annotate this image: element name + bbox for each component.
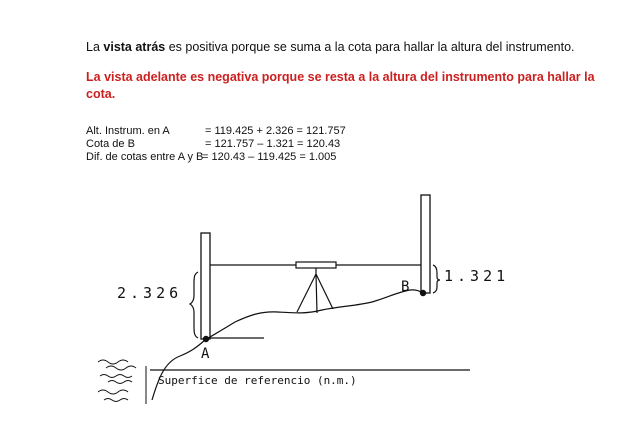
point-b-marker: [420, 290, 426, 296]
rod-a-reading: 2.326: [117, 284, 183, 302]
p1-pre: La: [86, 40, 104, 54]
p2-post: es negativa porque se resta a la altura del instrumento para hallar la cota.: [86, 70, 595, 101]
point-a-label: A: [201, 346, 210, 362]
point-a-marker: [203, 336, 209, 342]
rod-b: [421, 195, 430, 293]
diagram-panel: [78, 192, 632, 438]
calc-expression: = 119.425 + 2.326 = 121.757: [205, 125, 346, 137]
calc-label: Dif. de cotas entre A y B: [86, 151, 204, 163]
calc-expression: = 121.757 – 1.321 = 120.43: [205, 138, 341, 150]
p2-bold: vista adelante: [104, 70, 187, 84]
level-instrument: [296, 262, 336, 268]
point-b-label: B: [401, 279, 410, 295]
calc-label: Alt. Instrum. en A: [86, 125, 170, 137]
rod-a: [201, 233, 210, 339]
calc-label: Cota de B: [86, 138, 135, 150]
p1-post: es positiva porque se suma a la cota para hallar la altura del instrumento.: [165, 40, 575, 54]
p1-bold: vista atrás: [103, 40, 166, 54]
rod-b-reading: 1.321: [444, 267, 510, 285]
reference-label: Superfice de referencio (n.m.): [158, 374, 357, 387]
p2-pre: La: [86, 70, 105, 84]
calc-expression: = 120.43 – 119.425 = 1.005: [202, 151, 337, 163]
